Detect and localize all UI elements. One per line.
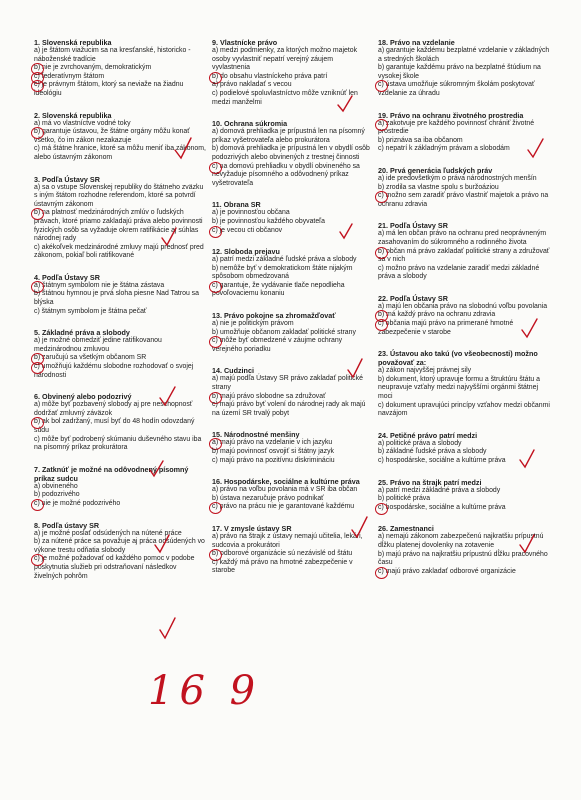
answer-option: b) zaručujú sa všetkým občanom SR	[34, 354, 206, 363]
answer-option: a) právo na voľbu povolania má v SR iba občan	[212, 486, 358, 494]
answer-option: a) má vo vlastníctve vodné toky	[34, 119, 131, 127]
question-title: 9. Vlastnícke právo	[212, 38, 278, 47]
question-title: 16. Hospodárske, sociálne a kultúrne práva	[212, 477, 360, 487]
answer-option: a) patrí medzi základné ľudské práva a slobody	[212, 256, 357, 264]
answer-option: b) priznáva sa iba občanom	[378, 136, 463, 144]
answer-option: c) každý má právo na hmotné zabezpečenie v starobe	[212, 558, 353, 575]
answer-option: b) základné ľudské práva a slobody	[378, 448, 487, 456]
question	[378, 294, 554, 337]
column-1	[34, 38, 206, 593]
answer-option: c) môže byť podrobený skúmaniu duševného stavu iba na písomný príkaz prokurátora	[34, 435, 202, 452]
answer-option: b) do obsahu vlastníckeho práva patrí	[212, 73, 370, 82]
answer-option: c) podielové spoluvlastníctvo môže vzniknúť len medzi manželmi	[212, 89, 358, 106]
answer-option: c) nepatrí k základným právam a slobodám	[378, 145, 510, 153]
question	[378, 166, 554, 209]
answer-option: c) majú právo byť volení do národnej rady ak majú na území SR trvalý pobyt	[212, 401, 366, 417]
column-2	[212, 38, 370, 588]
question-title: 26. Zamestnanci	[378, 524, 434, 534]
question-title: 22. Podľa Ústavy SR	[378, 293, 448, 303]
answer-option: b) garantuje ústavou, že štátne orgány môžu konať všetko, čo im zákon nezakazuje	[34, 128, 206, 145]
question-title: 20. Prvá generácia ľudských práv	[378, 165, 493, 175]
answer-option: c) hospodárske, sociálne a kultúrne práva	[378, 504, 554, 513]
answer-option: b) garantuje každému právo na bezplatné štúdium na vysokej škole	[378, 64, 541, 80]
answer-option: a) právo na štrajk z ústavy nemajú učitelia, lekári, sudcovia a prokurátori	[212, 532, 363, 549]
answer-option: c) štátnym symbolom je štátna pečať	[34, 307, 147, 315]
answer-option: a) politické práva a slobody	[378, 439, 462, 447]
answer-option: c) majú právo zakladať odborové organizácie	[378, 568, 554, 577]
answer-option: b) nemôže byť v demokratickom štáte nijakým spôsobom obmedzovaná	[212, 264, 353, 281]
answer-option: a) majú právo na vzdelanie v ich jazyku	[212, 439, 370, 448]
question	[212, 247, 370, 299]
answer-option: b) štátnou hymnou je prvá sloha piesne Nad Tatrou sa blýska	[34, 290, 199, 307]
question-title: 19. Právo na ochranu životného prostredia	[378, 110, 524, 120]
answer-option: c) garantuje, že vydávanie tlače nepodlieha povoľovaciemu konaniu	[212, 282, 370, 299]
question	[34, 175, 206, 261]
question-title: 4. Podľa Ústavy SR	[34, 272, 100, 282]
question-title: 6. Obvinený alebo podozrivý	[34, 392, 132, 402]
answer-option: b) umožňuje občanom zakladať politické strany	[212, 328, 356, 336]
answer-option: b) majú povinnosť osvojiť si štátny jazyk	[212, 448, 334, 455]
answer-option: b) občan má právo zakladať politické strany a združovať sa v nich	[378, 248, 554, 265]
answer-option: a) domová prehliadka je prípustná len na písomný príkaz vyšetrovateľa alebo prokurátora	[212, 128, 365, 144]
answer-option: a) štátnym symbolom nie je štátna zástava	[34, 282, 206, 291]
answer-option: b) majú právo slobodne sa združovať	[212, 393, 370, 402]
question	[34, 521, 206, 582]
answer-option: b) je povinnosťou každého obyvateľa	[212, 217, 326, 225]
question-title: 7. Zatknúť je možné na odôvodnený písomný príkaz sudcu	[34, 464, 189, 483]
answer-option: b) nie je zvrchovaným, demokratickým	[34, 64, 206, 73]
answer-option: b) na platnosť medzinárodných zmlúv o ľudských právach, ktoré priamo zakladajú práva alebo povinnosti fyzických osôb sa vyžaduje okrem ratifikácie aj súhlas národnej rady	[34, 209, 206, 243]
question-title: 18. Právo na vzdelanie	[378, 38, 455, 47]
answer-option: a) je možné poslať odsúdených na nútené práce	[34, 529, 182, 537]
question	[212, 311, 370, 354]
answer-option: a) majú len občania právo na slobodnú voľbu povolania	[378, 302, 548, 310]
question	[378, 431, 554, 466]
answer-option: a) garantuje každému bezplatné vzdelanie v základných a stredných školách	[378, 47, 550, 63]
question	[34, 465, 206, 509]
question	[378, 349, 554, 419]
answer-option: a) ide predovšetkým o práva národnostných menšín	[378, 174, 537, 182]
answer-option: a) môže byť pozbavený slobody aj pre neschopnosť dodržať zmluvný záväzok	[34, 401, 193, 417]
handwritten-score: 16 9	[148, 668, 262, 714]
question-title: 21. Podľa Ústavy SR	[378, 221, 448, 231]
column-3	[378, 38, 554, 588]
question	[212, 366, 370, 418]
answer-option: c) majú právo na pozitívnu diskrimináciu	[212, 456, 335, 464]
answer-option: c) má štátne hranice, ktoré sa môžu meniť iba zákonom, alebo ústavným zákonom	[34, 145, 206, 161]
question	[34, 111, 206, 163]
answer-option: a) nemajú zákonom zabezpečenú najkratšiu prípustnú dĺžku platenej dovolenky na zotavenie	[378, 533, 544, 549]
answer-option: b) za nútené práce sa považuje aj práca odsúdených vo výkone trestu odňatia slobody	[34, 538, 205, 554]
question-title: 10. Ochrana súkromia	[212, 119, 288, 129]
question-title: 17. V zmysle ústavy SR	[212, 523, 292, 533]
question	[378, 38, 554, 99]
answer-option: c) možno právo na vzdelanie zaradiť medzi základné práva a slobody	[378, 264, 540, 281]
answer-option: b) ústava nezaručuje právo podnikať	[212, 494, 324, 502]
question-title: 8. Podľa ústavy SR	[34, 520, 100, 530]
question	[212, 119, 370, 188]
question	[34, 392, 206, 453]
question	[212, 477, 370, 512]
answer-option: c) právo na prácu nie je garantované každému	[212, 503, 370, 512]
question	[34, 328, 206, 380]
answer-option: b) zrodila sa vlastne spolu s buržoáziou	[378, 183, 499, 191]
answer-option: c) umožňujú každému slobodne rozhodovať o svojej národnosti	[34, 363, 206, 380]
answer-option: b) ak bol zadržaný, musí byť do 48 hodín odovzdaný súdu	[34, 418, 206, 435]
question	[378, 524, 554, 576]
answer-option: a) medzi podmienky, za ktorých možno majetok osoby vyvlastniť nepatrí verejný záujem vyvlastnenia	[212, 47, 358, 72]
answer-option: b) má každý právo na ochranu zdravia	[378, 311, 554, 320]
answer-option: a) patrí medzi základné práva a slobody	[378, 486, 501, 494]
answer-option: c) je vecou cti občanov	[212, 227, 370, 236]
answer-option: a) má len občan právo na ochranu pred neoprávneným zasahovaním do súkromného a rodinného života	[378, 230, 547, 246]
question	[378, 111, 554, 154]
question	[34, 273, 206, 316]
question	[378, 221, 554, 282]
answer-option: a) nie je politickým právom	[212, 320, 294, 328]
question	[378, 478, 554, 513]
answer-option: a) sa o vstupe Slovenskej republiky do štátneho zväzku s iným štátom rozhodne referendom, ktoré sa potvrdí ústavným zákonom	[34, 183, 204, 208]
answer-option: a) právo nakladať s vecou	[212, 81, 292, 89]
question-title: 15. Národnostné menšiny	[212, 430, 300, 440]
answer-option: c) federatívnym štátom	[34, 73, 206, 82]
answer-option: c) ústava umožňuje súkromným školám poskytovať vzdelanie za úhradu	[378, 81, 554, 98]
answer-option: c) akékoľvek medzinárodné zmluvy majú prednosť pred zákonom, pokiaľ boli ratifikované	[34, 243, 204, 260]
question	[212, 38, 370, 107]
question-title: 3. Podľa Ústavy SR	[34, 174, 100, 184]
answer-option: b) dokument, ktorý upravuje formu a štruktúru štátu a neupravuje vzťahy medzi najvyššími orgánmi štátnej moci	[378, 375, 541, 401]
check-mark	[160, 618, 175, 638]
question-title: 13. Právo pokojne sa zhromažďovať	[212, 311, 336, 321]
answer-option: a) je povinnosťou občana	[212, 209, 290, 217]
question-title: 25. Právo na štrajk patrí medzi	[378, 477, 482, 487]
answer-option: c) možno sem zaradiť právo vlastniť majetok a právo na ochranu zdravia	[378, 192, 554, 209]
answer-option: a) zakotvuje pre každého povinnosť chrániť životné prostredie	[378, 120, 554, 137]
answer-option: c) je právnym štátom, ktorý sa neviaže na žiadnu ideológiu	[34, 81, 206, 98]
question-title: 1. Slovenská republika	[34, 38, 112, 47]
answer-option: a) obvineného	[34, 482, 78, 490]
answer-option: a) je možné obmedziť jedine ratifikovanou medzinárodnou zmluvou	[34, 337, 162, 353]
answer-option: c) občania majú právo na primerané hmotné zabezpečenie v starobe	[378, 320, 554, 337]
question	[34, 38, 206, 99]
question-title: 5. Základné práva a slobody	[34, 328, 130, 338]
answer-option: a) majú podľa Ústavy SR právo zakladať politické strany	[212, 375, 363, 392]
answer-option: c) dokument upravujúci princípy vzťahov medzi občanmi navzájom	[378, 401, 550, 418]
answer-option: c) nie je možné podozrivého	[34, 500, 206, 509]
answer-option: b) politické práva	[378, 495, 431, 503]
question-title: 23. Ústavou ako takú (vo všeobecnosti) možno považovať za:	[378, 349, 538, 368]
question-title: 14. Cudzinci	[212, 366, 254, 376]
question	[212, 524, 370, 576]
answer-option: c) hospodárske, sociálne a kultúrne práva	[378, 457, 506, 464]
question	[212, 200, 370, 235]
question	[212, 430, 370, 465]
answer-option: b) domová prehliadka je prípustná len v obydlí osôb podozrivých alebo obvinených z trestnej činnosti	[212, 145, 370, 161]
question-title: 11. Obrana SR	[212, 200, 261, 210]
answer-option: c) je možné požadovať od každého pomoc v podobe poskytnutia služieb pri odstraňovaní následkov živelných pohrôm	[34, 555, 206, 581]
answer-option: b) odborové organizácie sú nezávislé od štátu	[212, 550, 370, 559]
answer-option: b) majú právo na najkratšiu prípustnú dĺžku pracovného času	[378, 550, 548, 567]
question-title: 24. Petičné právo patrí medzi	[378, 430, 478, 440]
answer-option: a) zákon najvyššej právnej sily	[378, 367, 472, 375]
question-title: 12. Sloboda prejavu	[212, 247, 280, 257]
question-title: 2. Slovenská republika	[34, 110, 112, 120]
answer-option: b) podozrivého	[34, 491, 80, 499]
answer-option: c) na domovú prehliadku v obydlí obvineného sa nevyžaduje písomného a odôvodnený príkaz vyšetrovateľa	[212, 163, 370, 189]
answer-option: c) môže byť obmedzené v záujme ochrany verejného poriadku	[212, 337, 370, 354]
answer-option: a) je štátom viažucim sa na kresťanské, historicko - náboženské tradície	[34, 47, 191, 63]
